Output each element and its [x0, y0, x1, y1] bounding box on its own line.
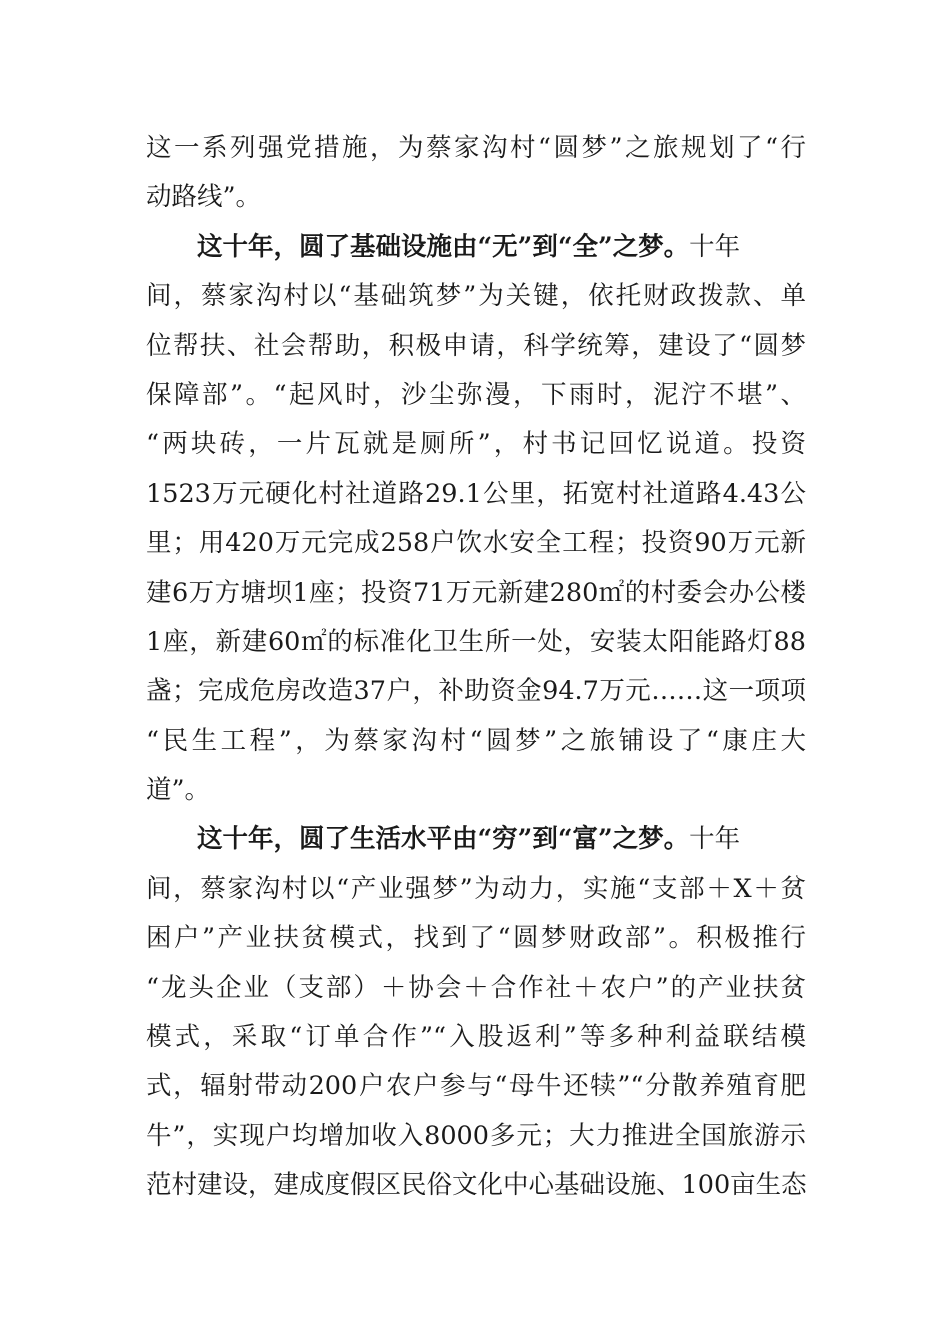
- text-line: 困户”产业扶贫模式，找到了“圆梦财政部”。积极推行: [146, 923, 806, 954]
- text-line: 位帮扶、社会帮助，积极申请，科学统筹，建设了“圆梦: [146, 330, 806, 361]
- paragraph-heading: 这十年，圆了基础设施由“无”到“全”之梦。: [197, 231, 690, 262]
- text-line: 间，蔡家沟村以“基础筑梦”为关键，依托财政拨款、单: [146, 281, 806, 312]
- text-line: 道”。: [146, 775, 211, 806]
- text-line: “民生工程”，为蔡家沟村“圆梦”之旅铺设了“康庄大: [146, 725, 806, 756]
- text-line: 保障部”。“起风时，沙尘弥漫，下雨时，泥泞不堪”、: [146, 379, 806, 410]
- text-line: “两块砖，一片瓦就是厕所”，村书记回忆说道。投资: [146, 429, 806, 460]
- text-line: 牛”，实现户均增加收入8000多元；大力推进全国旅游示: [146, 1120, 806, 1151]
- paragraph-3: [146, 815, 806, 1210]
- paragraph-2: [146, 223, 806, 816]
- text-line: 模式，采取“订单合作”“入股返利”等多种利益联结模: [146, 1022, 806, 1053]
- text-line: 动路线”。: [146, 182, 262, 213]
- paragraph-heading: 这十年，圆了生活水平由“穷”到“富”之梦。: [197, 824, 690, 855]
- text-line: 式，辐射带动200户农户参与“母牛还犊”“分散养殖育肥: [146, 1071, 806, 1102]
- text-run: 十年: [689, 824, 741, 855]
- text-line: “龙头企业（支部）＋协会＋合作社＋农户”的产业扶贫: [146, 972, 806, 1003]
- text-line: [146, 223, 806, 272]
- text-line: 间，蔡家沟村以“产业强梦”为动力，实施“支部＋X＋贫: [146, 873, 806, 904]
- text-line: 1523万元硬化村社道路29.1公里，拓宽村社道路4.43公: [146, 478, 806, 509]
- paragraph-1: [146, 124, 806, 223]
- text-line: 范村建设，建成度假区民俗文化中心基础设施、100亩生态: [146, 1170, 807, 1201]
- document-body: [146, 124, 806, 1211]
- text-line: [146, 815, 806, 864]
- text-line: 1座，新建60㎡的标准化卫生所一处，安装太阳能路灯88: [146, 626, 806, 657]
- text-line: 这一系列强党措施，为蔡家沟村“圆梦”之旅规划了“行: [146, 133, 806, 163]
- text-line: 盏；完成危房改造37户，补助资金94.7万元……这一项项: [146, 676, 806, 707]
- text-line: 建6万方塘坝1座；投资71万元新建280㎡的村委会办公楼: [146, 577, 806, 608]
- text-line: 里；用420万元完成258户饮水安全工程；投资90万元新: [146, 528, 806, 559]
- text-run: 十年: [689, 231, 741, 262]
